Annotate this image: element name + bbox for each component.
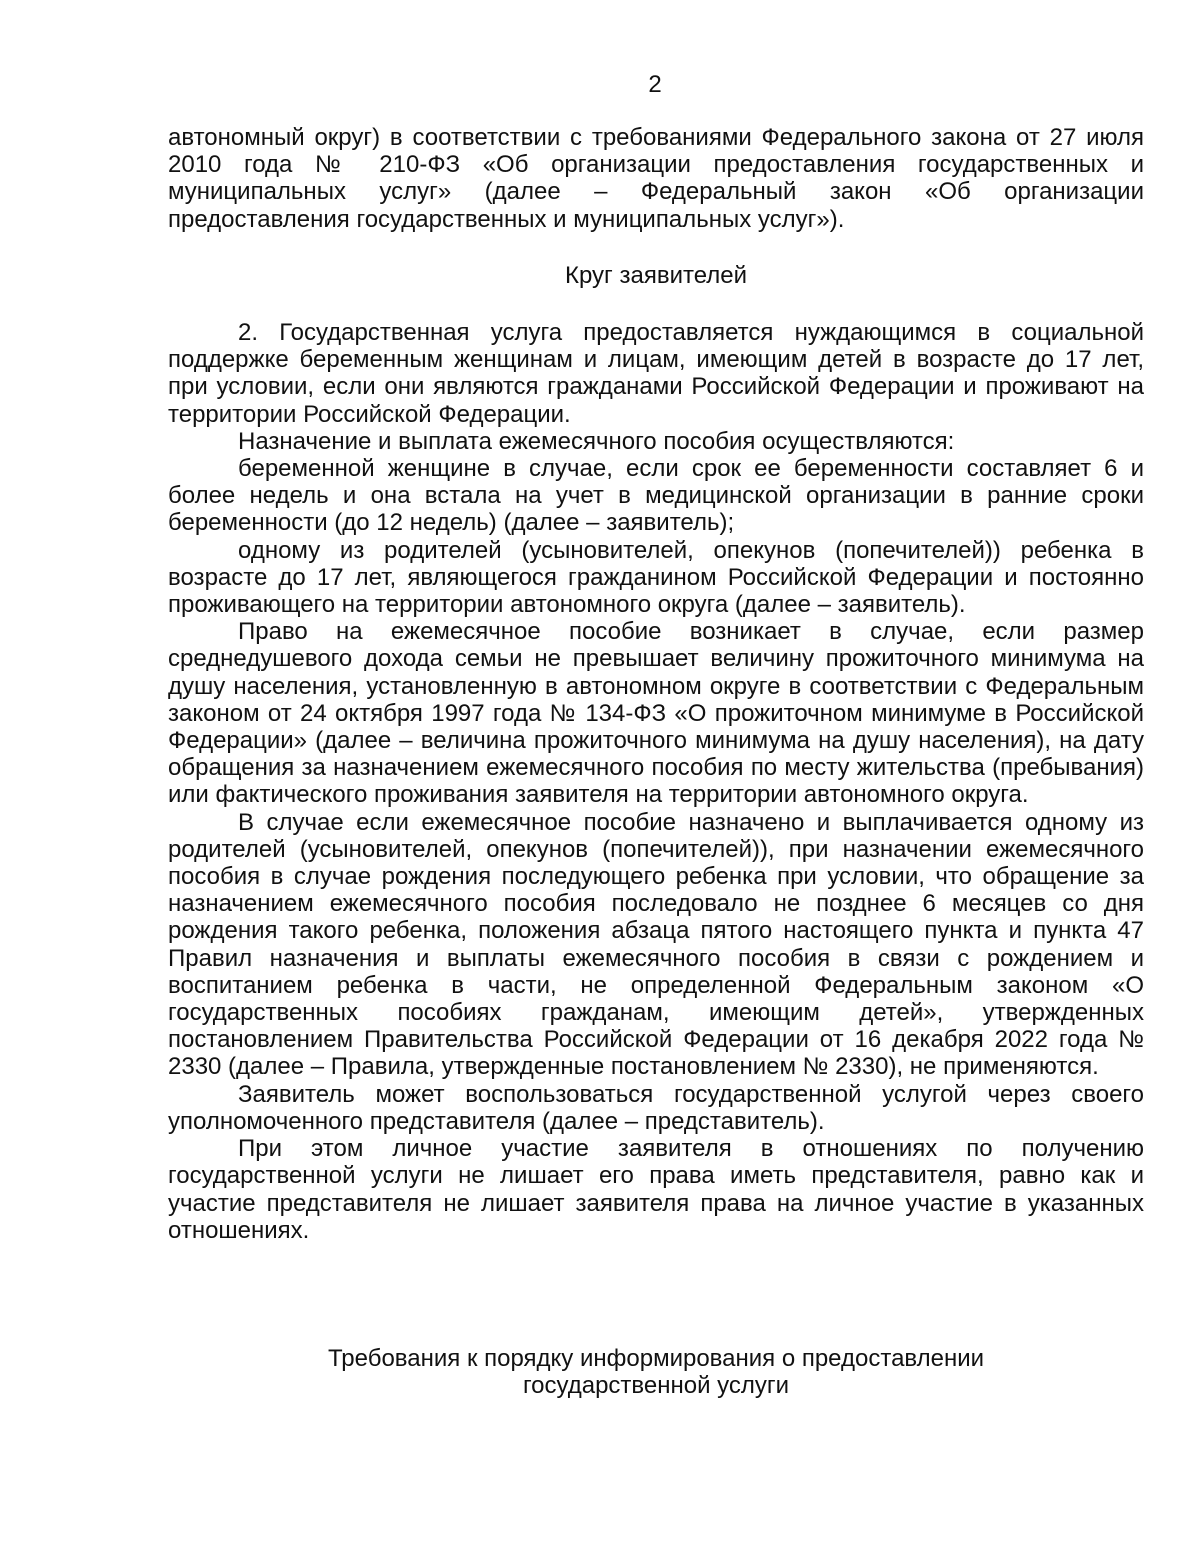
paragraph: При этом личное участие заявителя в отношениях по получению государственной услуги не лишает его права иметь представителя, равно как и участие представителя не лишает заявителя права на личное участие в указанных отношениях.	[168, 1135, 1144, 1244]
paragraph: одному из родителей (усыновителей, опекунов (попечителей)) ребенка в возрасте до 17 лет, являющегося гражданином Российской Федерации и постоянно проживающего на территории автономного округа (далее – заявитель).	[168, 536, 1144, 619]
paragraph: беременной женщине в случае, если срок ее беременности составляет 6 и более недель и она встала на учет в медицинской организации в ранние сроки беременности (до 12 недель) (далее – заявитель);	[168, 455, 1144, 537]
section-heading-line: Требования к порядку информирования о предоставлении	[327, 1345, 985, 1372]
section-heading-line: государственной услуги	[522, 1372, 790, 1400]
section-body-applicants	[168, 319, 1144, 1244]
section-heading-informing	[168, 1345, 1144, 1399]
intro-paragraph: автономный округ) в соответствии с требованиями Федерального закона от 27 июля 2010 года № 210-ФЗ «Об организации предоставления государственных и муниципальных услуг» (далее – Федеральный закон «Об организации предоставления государственных и муниципальных услуг»).	[168, 124, 1144, 233]
paragraph: 2. Государственная услуга предоставляется нуждающимся в социальной поддержке беременным женщинам и лицам, имеющим детей в возрасте до 17 лет, при условии, если они являются гражданами Российской Федерации и проживают на территории Российской Федерации.	[168, 319, 1144, 428]
paragraph: В случае если ежемесячное пособие назначено и выплачивается одному из родителей (усыновителей, опекунов (попечителей)), при назначении ежемесячного пособия в случае рождения последующего ребенка при условии, что обращение за назначением ежемесячного пособия последовало не позднее 6 месяцев со дня рождения такого ребенка, положения абзаца пятого настоящего пункта и пункта 47 Правил назначения и выплаты ежемесячного пособия в связи с рождением и воспитанием ребенка в части, не определенной Федеральным законом «О государственных пособиях гражданам, имеющим детей», утвержденных постановлением Правительства Российской Федерации от 16 декабря 2022 года № 2330 (далее – Правила, утвержденные постановлением № 2330), не применяются.	[168, 808, 1144, 1081]
paragraph: Право на ежемесячное пособие возникает в случае, если размер среднедушевого дохода семьи не превышает величину прожиточного минимума на душу населения, установленную в автономном округе в соответствии с Федеральным законом от 24 октября 1997 года № 134-ФЗ «О прожиточном минимуме в Российской Федерации» (далее – величина прожиточного минимума на душу населения), на дату обращения за назначением ежемесячного пособия по месту жительства (пребывания) или фактического проживания заявителя на территории автономного округа.	[168, 618, 1144, 809]
paragraph: Назначение и выплата ежемесячного пособия осуществляются:	[238, 427, 955, 455]
paragraph: Заявитель может воспользоваться государственной услугой через своего уполномоченного представителя (далее – представитель).	[168, 1080, 1144, 1135]
intro-paragraph-block	[168, 124, 1144, 233]
page-number: 2	[648, 71, 662, 98]
section-heading-applicants: Круг заявителей	[564, 262, 747, 289]
